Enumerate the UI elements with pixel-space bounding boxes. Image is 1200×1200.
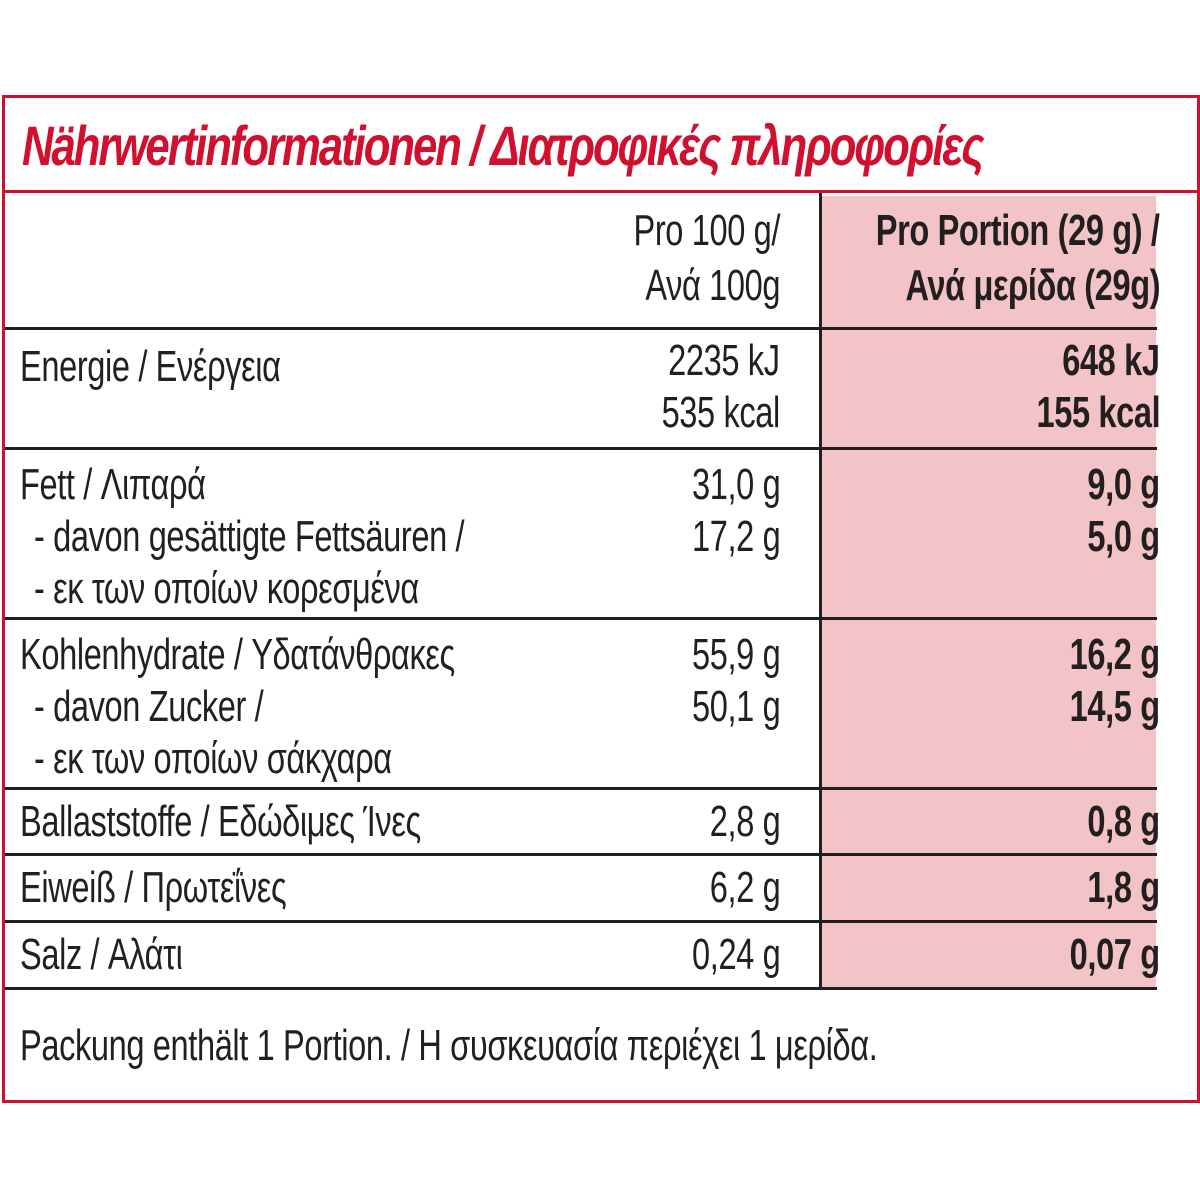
- title-divider: [2, 190, 1197, 193]
- label-title: Nährwertinformationen / Διατροφικές πληροφορίες: [22, 114, 983, 177]
- protein-label: Eiweiß / Πρωτεΐνες: [20, 863, 287, 912]
- fat-portion: 9,0 g: [1087, 460, 1160, 509]
- sugar-label-de: - davon Zucker /: [34, 682, 264, 731]
- fat-label: Fett / Λιπαρά: [20, 460, 206, 509]
- row-divider: [5, 987, 1157, 990]
- fibre-label: Ballaststoffe / Εδώδιμες Ίνες: [20, 797, 421, 846]
- sugar-label-el: - εκ των οποίων σάκχαρα: [34, 734, 392, 783]
- row-divider: [5, 617, 1157, 620]
- energy-portion-kj: 648 kJ: [1062, 336, 1160, 385]
- per100-header-line2: Ανά 100g: [645, 261, 780, 310]
- energy-portion-kcal: 155 kcal: [1036, 388, 1160, 437]
- salt-per100: 0,24 g: [691, 930, 780, 979]
- row-divider: [5, 447, 1157, 450]
- saturated-portion: 5,0 g: [1087, 512, 1160, 561]
- protein-portion: 1,8 g: [1087, 863, 1160, 912]
- energy-per100-kcal: 535 kcal: [661, 388, 780, 437]
- sugar-per100: 50,1 g: [691, 682, 780, 731]
- energy-per100-kj: 2235 kJ: [668, 336, 780, 385]
- carbs-portion: 16,2 g: [1069, 630, 1160, 679]
- salt-label: Salz / Αλάτι: [20, 930, 183, 979]
- energy-label: Energie / Ενέργεια: [20, 342, 281, 391]
- salt-portion: 0,07 g: [1069, 930, 1160, 979]
- per100-header-line1: Pro 100 g/: [633, 206, 780, 255]
- portion-header-line1: Pro Portion (29 g) /: [876, 206, 1160, 255]
- portion-header-line2: Ανά μερίδα (29g): [905, 261, 1160, 310]
- saturated-label-el: - εκ των οποίων κορεσμένα: [34, 564, 419, 613]
- fibre-per100: 2,8 g: [709, 797, 780, 846]
- protein-per100: 6,2 g: [709, 863, 780, 912]
- fat-per100: 31,0 g: [691, 460, 780, 509]
- saturated-label-de: - davon gesättigte Fettsäuren /: [34, 512, 465, 561]
- row-divider: [5, 920, 1157, 923]
- column-divider: [819, 193, 822, 990]
- carbs-label: Kohlenhydrate / Υδατάνθρακες: [20, 630, 455, 679]
- row-divider: [5, 787, 1157, 790]
- fibre-portion: 0,8 g: [1087, 797, 1160, 846]
- sugar-portion: 14,5 g: [1069, 682, 1160, 731]
- portion-note: Packung enthält 1 Portion. / Η συσκευασία περιέχει 1 μερίδα.: [20, 1021, 878, 1070]
- saturated-per100: 17,2 g: [691, 512, 780, 561]
- carbs-per100: 55,9 g: [691, 630, 780, 679]
- row-divider: [5, 853, 1157, 856]
- row-divider: [5, 327, 1157, 330]
